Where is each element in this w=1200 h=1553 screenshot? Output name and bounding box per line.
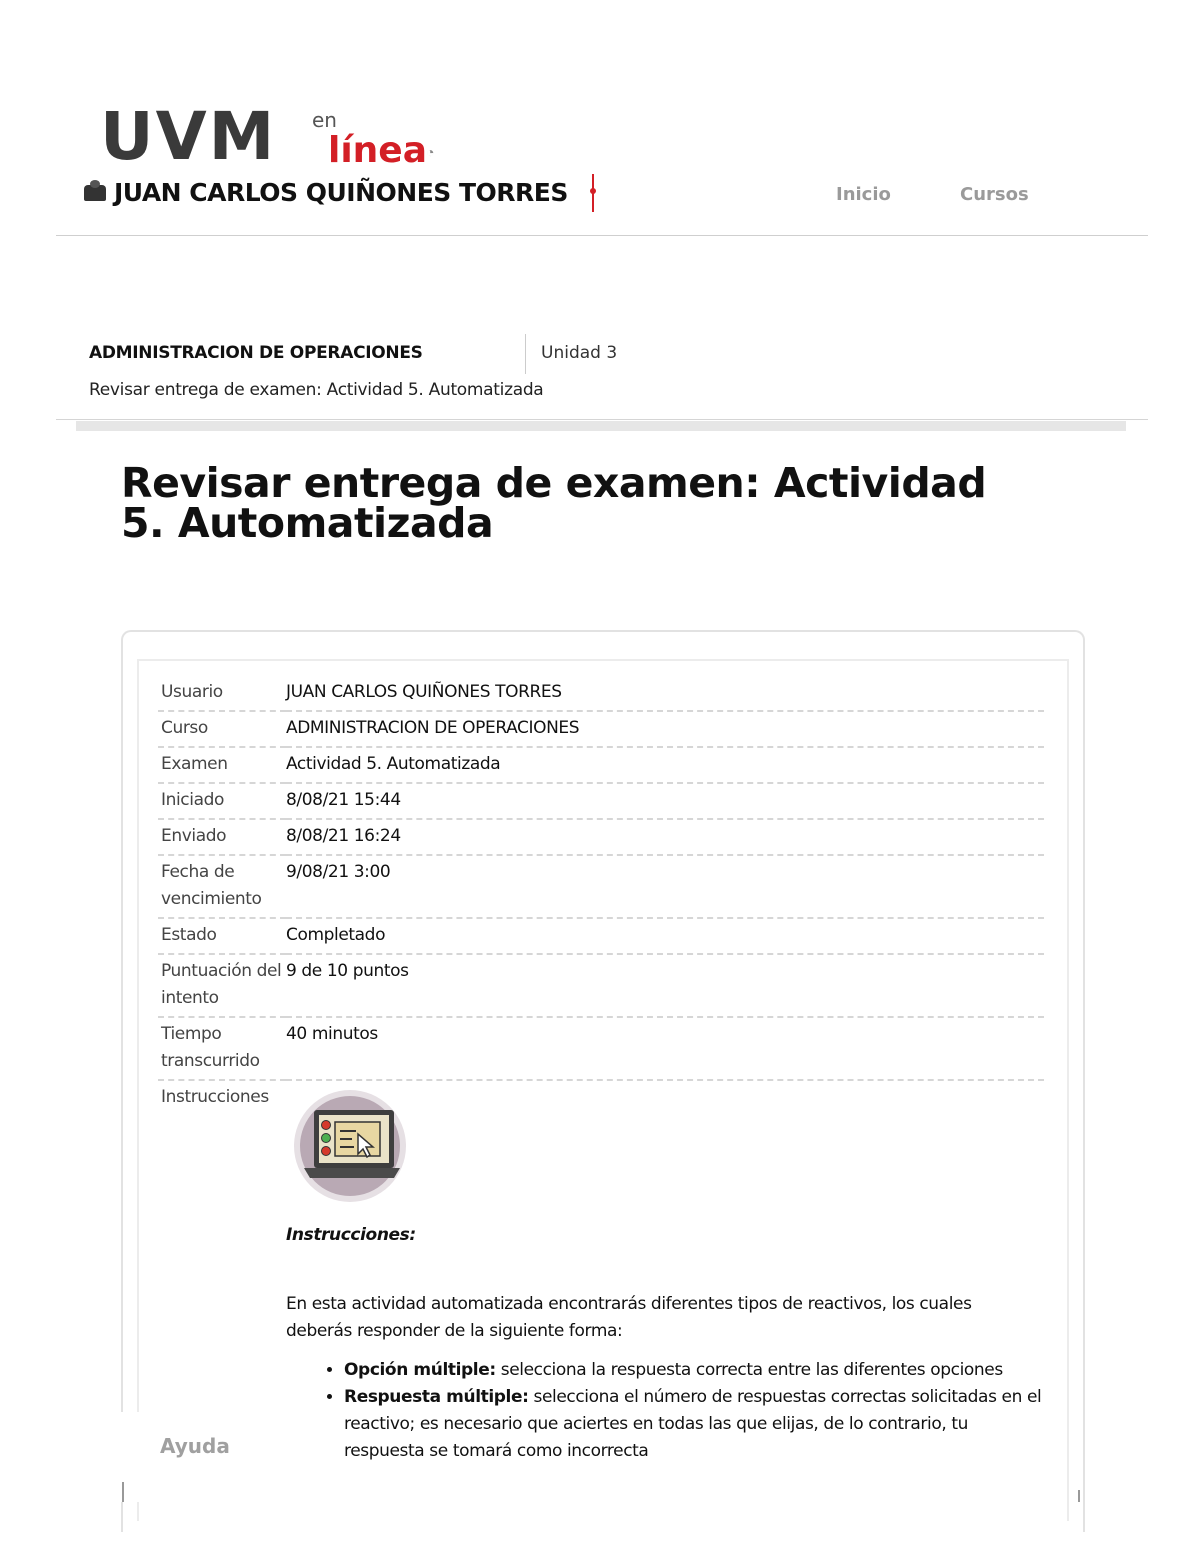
breadcrumb-course[interactable]: ADMINISTRACION DE OPERACIONES <box>89 343 423 363</box>
help-label: Ayuda <box>160 1434 230 1458</box>
card-edge <box>1078 1490 1080 1502</box>
detail-value: 8/08/21 15:44 <box>286 783 1044 819</box>
item-term: Opción múltiple: <box>344 1360 496 1380</box>
detail-label: Usuario <box>158 676 286 711</box>
detail-row-tiempo <box>158 1017 1044 1080</box>
item-text: selecciona el número de respuestas correctas solicitadas en el reactivo; es necesario que aciertes en todas las que elijas, de lo contrario, tu respuesta se tomará como incorrecta <box>344 1387 1042 1461</box>
help-edge <box>122 1482 124 1502</box>
detail-row-enviado <box>158 819 1044 855</box>
instructions-list <box>286 1357 1044 1465</box>
nav-inicio[interactable]: Inicio <box>836 184 891 205</box>
list-item <box>344 1384 1044 1465</box>
list-item <box>344 1357 1044 1384</box>
detail-label: Enviado <box>158 819 286 855</box>
menu-toggle-icon[interactable] <box>590 174 596 212</box>
detail-value: Completado <box>286 918 1044 954</box>
detail-value: 9/08/21 3:00 <box>286 855 1044 918</box>
detail-row-curso <box>158 711 1044 747</box>
help-button[interactable] <box>120 1412 285 1502</box>
user-avatar-icon <box>84 185 106 201</box>
detail-value: JUAN CARLOS QUIÑONES TORRES <box>286 676 1044 711</box>
logo-brand: UVM <box>100 98 277 175</box>
detail-label: Fecha de vencimiento <box>158 855 286 918</box>
user-menu[interactable] <box>84 178 568 207</box>
detail-value: ADMINISTRACION DE OPERACIONES <box>286 711 1044 747</box>
item-text: selecciona la respuesta correcta entre las diferentes opciones <box>495 1360 1003 1380</box>
detail-label: Estado <box>158 918 286 954</box>
logo-sup: en <box>312 108 337 132</box>
signal-icon: ◔ <box>426 144 435 160</box>
detail-label: Curso <box>158 711 286 747</box>
instructions-intro: En esta actividad automatizada encontrarás diferentes tipos de reactivos, los cuales deberás responder de la siguiente forma: <box>286 1294 972 1341</box>
detail-label: Examen <box>158 747 286 783</box>
detail-row-usuario <box>158 676 1044 711</box>
detail-row-instrucciones <box>158 1080 1044 1469</box>
detail-label: Iniciado <box>158 783 286 819</box>
page-title: Revisar entrega de examen: Actividad 5. Automatizada <box>121 459 987 547</box>
detail-value: 40 minutos <box>286 1017 1044 1080</box>
item-term: Respuesta múltiple: <box>344 1387 529 1407</box>
uvm-logo[interactable] <box>100 98 460 178</box>
user-name[interactable]: JUAN CARLOS QUIÑONES TORRES <box>114 178 568 207</box>
instructions-content <box>286 1080 1044 1469</box>
detail-label: Puntuación del intento <box>158 954 286 1017</box>
detail-value: 9 de 10 puntos <box>286 954 1044 1017</box>
breadcrumb-divider-line <box>56 419 1148 420</box>
detail-row-vencimiento <box>158 855 1044 918</box>
detail-row-puntuacion <box>158 954 1044 1017</box>
breadcrumb-page: Revisar entrega de examen: Actividad 5. Automatizada <box>89 380 544 400</box>
breadcrumb-unit[interactable]: Unidad 3 <box>541 343 618 363</box>
detail-row-examen <box>158 747 1044 783</box>
detail-label: Instrucciones <box>161 1087 269 1107</box>
detail-value: Actividad 5. Automatizada <box>286 747 1044 783</box>
detail-row-estado <box>158 918 1044 954</box>
nav-cursos[interactable]: Cursos <box>960 184 1029 205</box>
instructions-heading: Instrucciones: <box>286 1225 416 1245</box>
laptop-pointer-icon <box>292 1088 412 1208</box>
detail-value: 8/08/21 16:24 <box>286 819 1044 855</box>
detail-row-iniciado <box>158 783 1044 819</box>
logo-sub: línea <box>328 130 428 171</box>
header-divider <box>56 235 1148 236</box>
content-top-band <box>76 421 1126 431</box>
breadcrumb-divider <box>525 334 526 374</box>
detail-label: Tiempo transcurrido <box>158 1017 286 1080</box>
submission-details <box>158 676 1044 1469</box>
